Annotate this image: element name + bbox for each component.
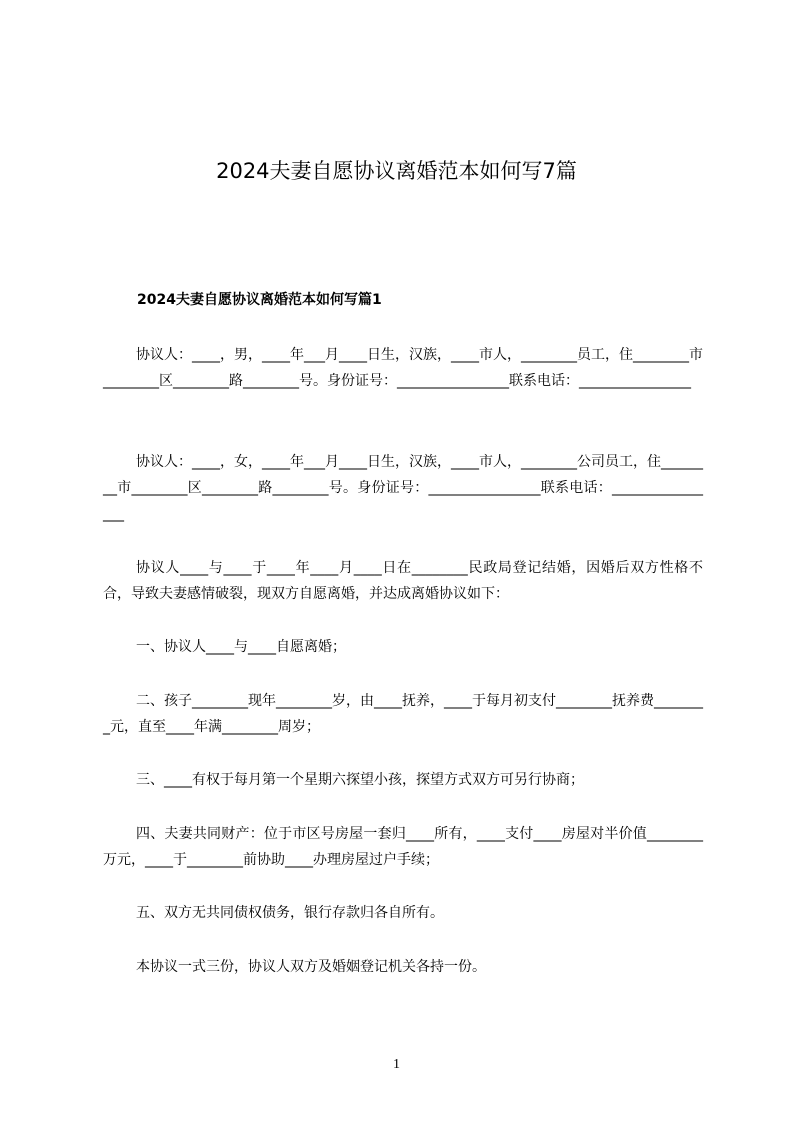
clause-3-paragraph: 三、____有权于每月第一个星期六探望小孩，探望方式双方可另行协商；	[136, 772, 584, 788]
page-number: 1	[393, 1057, 400, 1072]
closing-paragraph: 本协议一式三份，协议人双方及婚姻登记机关各持一份。	[136, 959, 486, 975]
clause-1-paragraph: 一、协议人____与____自愿离婚；	[136, 639, 346, 655]
clause-2-paragraph: 二、孩子________现年________岁，由____抚养，____于每月初支付________抚养费________元，直至____年满________周岁；	[103, 693, 703, 735]
party-male-paragraph: 协议人：____，男，____年___月____日生，汉族，____市人，________员工，住________市________区________路________号。身份证号：________________联系电话：________________	[103, 347, 703, 389]
document-title: 2024夫妻自愿协议离婚范本如何写7篇	[216, 159, 577, 184]
marriage-background-paragraph: 协议人____与____于____年____月____日在________民政局登记结婚，因婚后双方性格不合，导致夫妻感情破裂，现双方自愿离婚，并达成离婚协议如下：	[103, 560, 703, 602]
clause-4-paragraph: 四、夫妻共同财产：位于市区号房屋一套归____所有，____支付____房屋对半价值________万元，____于________前协助____办理房屋过户手续；	[103, 826, 703, 868]
clause-5-paragraph: 五、双方无共同债权债务，银行存款归各自所有。	[136, 905, 444, 921]
party-female-paragraph: 协议人：____，女，____年___月____日生，汉族，____市人，________公司员工，住________市________区________路________号。身份证号：________________联系电话：________________	[103, 454, 703, 522]
section-heading: 2024夫妻自愿协议离婚范本如何写篇1	[137, 292, 382, 308]
